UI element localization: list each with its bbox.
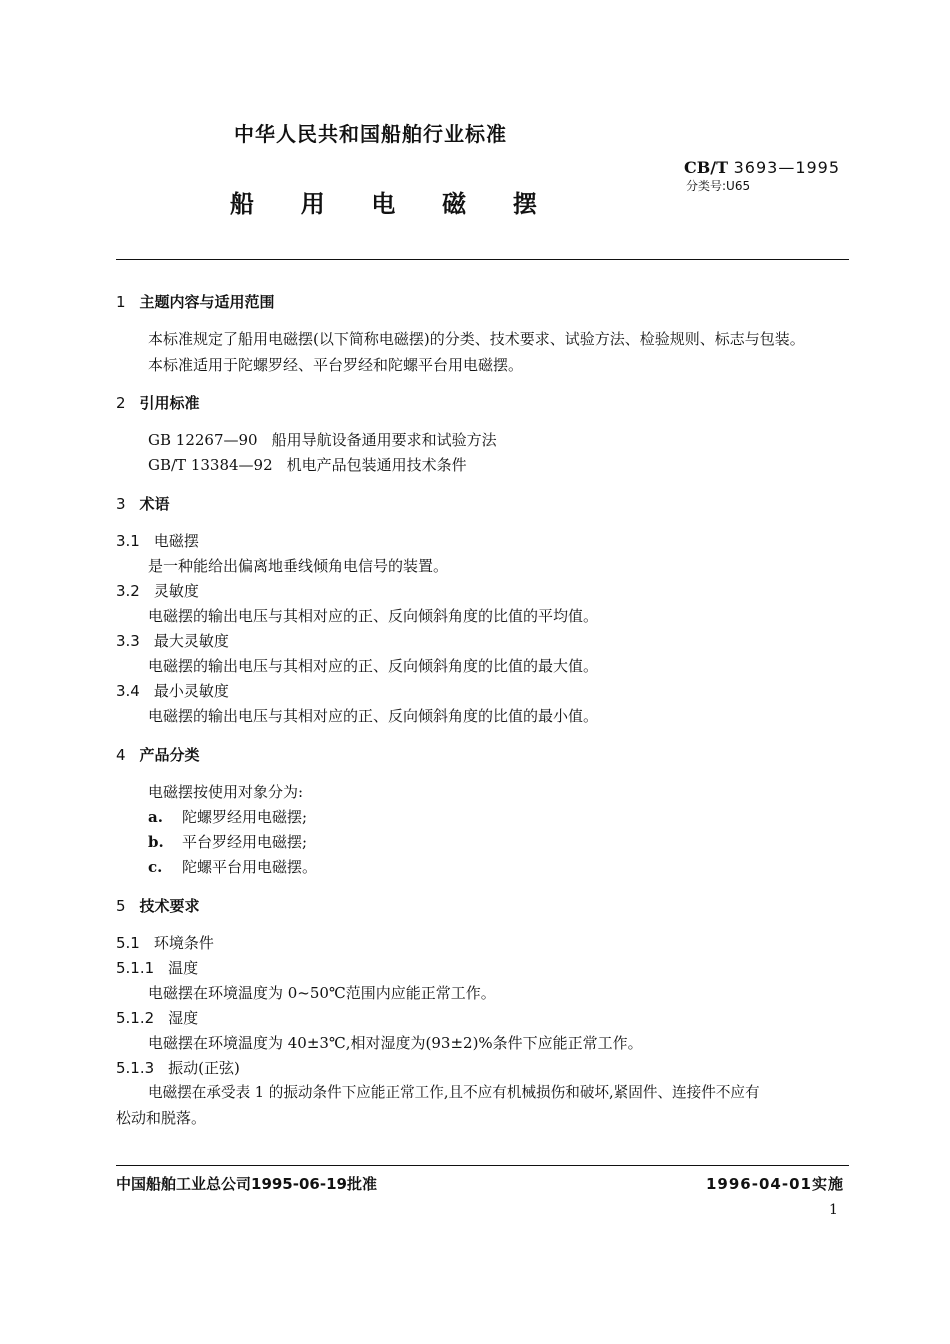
term-name: 最大灵敏度 [153,632,229,650]
implementation-date: 1996-04-01实施 [706,1175,844,1193]
subsection-title: 环境条件 [153,934,214,952]
term-number: 3.3 [116,632,140,650]
doc-title: 船 用 电 磁 摆 [230,190,547,218]
subsection-heading [116,933,214,953]
section-number: 1 [116,293,126,311]
classification-number: 分类号:U65 [686,179,751,193]
section-number: 3 [116,495,126,513]
reference-name: 机电产品包装通用技术条件 [286,456,467,474]
subsection-number: 5.1.3 [116,1059,155,1077]
org-title: 中华人民共和国船舶行业标准 [234,122,507,146]
subsection-heading [116,958,198,978]
std-code-number: 3693—1995 [733,158,841,177]
section-3-heading [116,494,170,514]
list-item [148,857,317,877]
section-number: 4 [116,746,126,764]
section-title: 产品分类 [139,746,200,764]
term-definition: 电磁摆的输出电压与其相对应的正、反向倾斜角度的比值的平均值。 [148,607,599,625]
term-name: 最小灵敏度 [153,682,229,700]
reference-code: GB/T 13384—92 [148,456,273,474]
list-item [148,832,307,852]
approval-line: 中国船舶工业总公司1995-06-19批准 [116,1175,377,1193]
reference-name: 船用导航设备通用要求和试验方法 [271,431,497,449]
term-name: 电磁摆 [153,532,199,550]
term-definition: 电磁摆的输出电压与其相对应的正、反向倾斜角度的比值的最大值。 [148,657,599,675]
paragraph: 电磁摆在环境温度为 40±3℃,相对湿度为(93±2)%条件下应能正常工作。 [148,1034,643,1052]
std-code [684,158,840,177]
subsection-heading [116,1008,198,1028]
section-2-heading [116,393,200,413]
term-definition: 是一种能给出偏离地垂线倾角电信号的装置。 [148,557,449,575]
reference-code: GB 12267—90 [148,431,258,449]
subsection-heading [116,1058,240,1078]
header-divider [116,259,849,260]
paragraph: 电磁摆按使用对象分为: [148,783,304,801]
subsection-title: 温度 [168,959,199,977]
list-text: 陀螺罗经用电磁摆; [182,808,308,826]
section-4-heading [116,745,200,765]
footer-divider [116,1165,849,1166]
term-heading [116,631,229,651]
reference-item [148,430,497,450]
paragraph: 本标准规定了船用电磁摆(以下简称电磁摆)的分类、技术要求、试验方法、检验规则、标志与包装。 [148,330,805,348]
section-5-heading [116,896,200,916]
paragraph: 电磁摆在环境温度为 0~50℃范围内应能正常工作。 [148,984,496,1002]
term-name: 灵敏度 [153,582,199,600]
list-text: 陀螺平台用电磁摆。 [182,858,318,876]
list-label: c. [148,858,163,876]
term-number: 3.4 [116,682,140,700]
term-heading [116,681,229,701]
subsection-number: 5.1 [116,934,140,952]
paragraph: 松动和脱落。 [116,1109,207,1127]
list-label: b. [148,833,164,851]
term-definition: 电磁摆的输出电压与其相对应的正、反向倾斜角度的比值的最小值。 [148,707,599,725]
term-number: 3.2 [116,582,140,600]
list-label: a. [148,808,163,826]
list-item [148,807,307,827]
section-title: 主题内容与适用范围 [139,293,275,311]
term-heading [116,531,199,551]
reference-item [148,455,467,475]
section-1-heading [116,292,275,312]
subsection-number: 5.1.1 [116,959,155,977]
section-number: 2 [116,394,126,412]
paragraph: 本标准适用于陀螺罗经、平台罗经和陀螺平台用电磁摆。 [148,356,524,374]
term-number: 3.1 [116,532,140,550]
std-code-prefix: CB/T [684,158,729,177]
section-number: 5 [116,897,126,915]
subsection-title: 湿度 [168,1009,199,1027]
section-title: 引用标准 [139,394,200,412]
page-number: 1 [829,1202,838,1218]
list-text: 平台罗经用电磁摆; [182,833,308,851]
subsection-title: 振动(正弦) [168,1059,240,1077]
subsection-number: 5.1.2 [116,1009,155,1027]
section-title: 术语 [139,495,170,513]
term-heading [116,581,199,601]
section-title: 技术要求 [139,897,200,915]
paragraph: 电磁摆在承受表 1 的振动条件下应能正常工作,且不应有机械损伤和破坏,紧固件、连接件不应有 [148,1084,760,1101]
